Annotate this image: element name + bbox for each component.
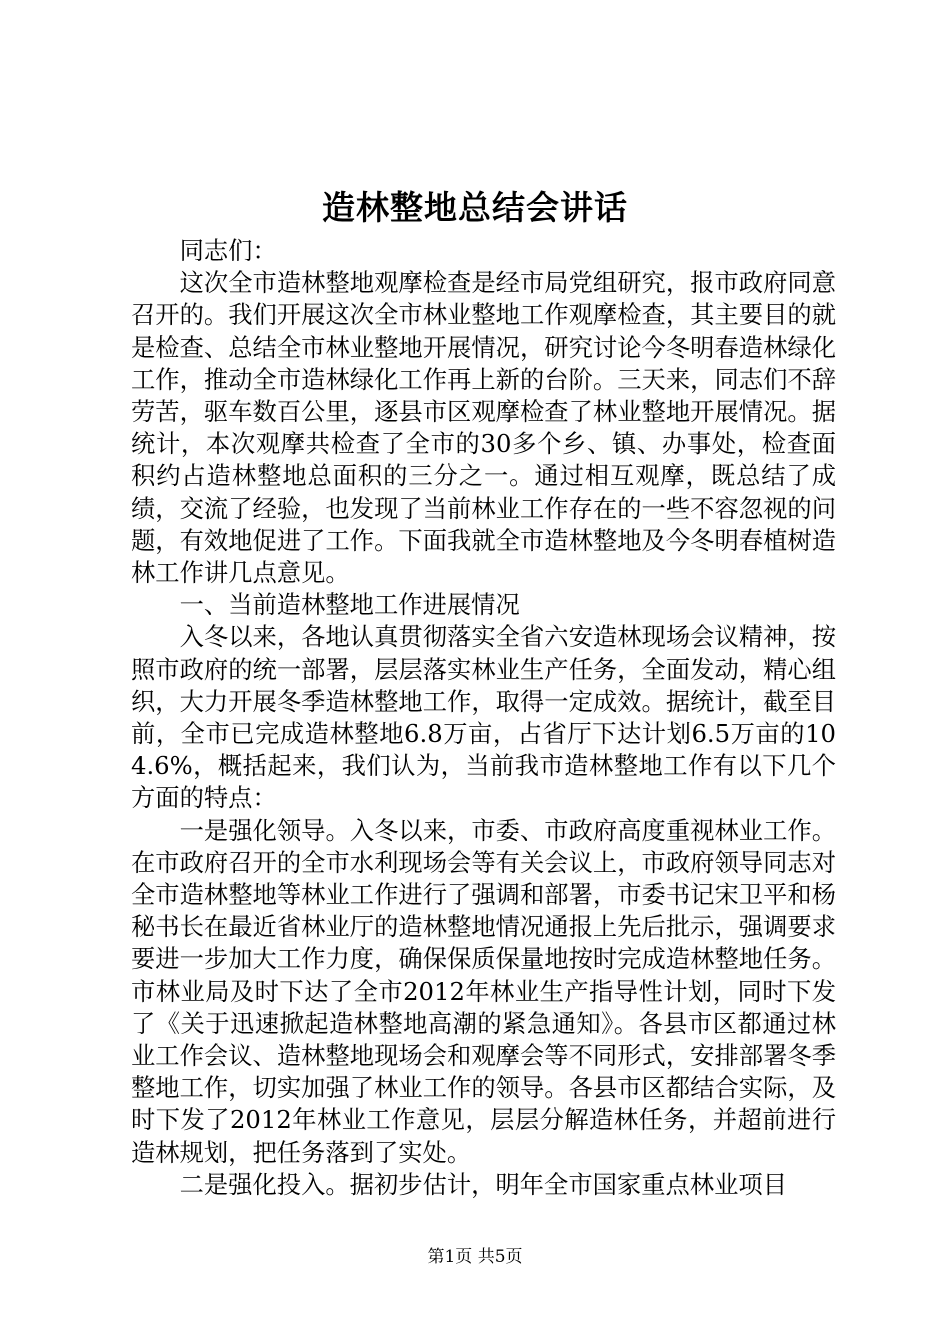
leadership-paragraph: 一是强化领导。入冬以来，市委、市政府高度重视林业工作。在市政府召开的全市水利现场会等有关会议上，市政府领导同志对全市造林整地等林业工作进行了强调和部署，市委书记宋卫平和杨秘书长在最近省林业厅的造林整地情况通报上先后批示，强调要求要进一步加大工作力度，确保保质保量地按时完成造林整地任务。市林业局及时下达了全市2012年林业生产指导性计划，同时下发了《关于迅速掀起造林整地高潮的紧急通知》。各县市区都通过林业工作会议、造林整地现场会和观摩会等不同形式，安排部署冬季整地工作，切实加强了林业工作的领导。各县市区都结合实际，及时下发了2012年林业工作意见，层层分解造林任务，并超前进行造林规划，把任务落到了实处。 [131, 815, 836, 1167]
section-heading: 一、当前造林整地工作进展情况 [179, 590, 520, 620]
investment-paragraph: 二是强化投入。据初步估计，明年全市国家重点林业项目 [179, 1169, 788, 1199]
document-title: 造林整地总结会讲话 [322, 188, 628, 227]
document-body [131, 235, 836, 1201]
progress-paragraph: 入冬以来，各地认真贯彻落实全省六安造林现场会议精神，按照市政府的统一部署，层层落实林业生产任务，全面发动，精心组织，大力开展冬季造林整地工作，取得一定成效。据统计，截至目前，全市已完成造林整地6.8万亩，占省厅下达计划6.5万亩的104.6%，概括起来，我们认为，当前我市造林整地工作有以下几个方面的特点： [131, 622, 836, 813]
intro-paragraph: 这次全市造林整地观摩检查是经市局党组研究，报市政府同意召开的。我们开展这次全市林业整地工作观摩检查，其主要目的就是检查、总结全市林业整地开展情况，研究讨论今冬明春造林绿化工作，推动全市造林绿化工作再上新的台阶。三天来，同志们不辞劳苦，驱车数百公里，逐县市区观摩检查了林业整地开展情况。据统计，本次观摩共检查了全市的30多个乡、镇、办事处，检查面积约占造林整地总面积的三分之一。通过相互观摩，既总结了成绩，交流了经验，也发现了当前林业工作存在的一些不容忽视的问题，有效地促进了工作。下面我就全市造林整地及今冬明春植树造林工作讲几点意见。 [131, 268, 836, 588]
salutation-paragraph: 同志们： [179, 236, 277, 265]
page-number-footer: 第1页 共5页 [427, 1247, 523, 1267]
